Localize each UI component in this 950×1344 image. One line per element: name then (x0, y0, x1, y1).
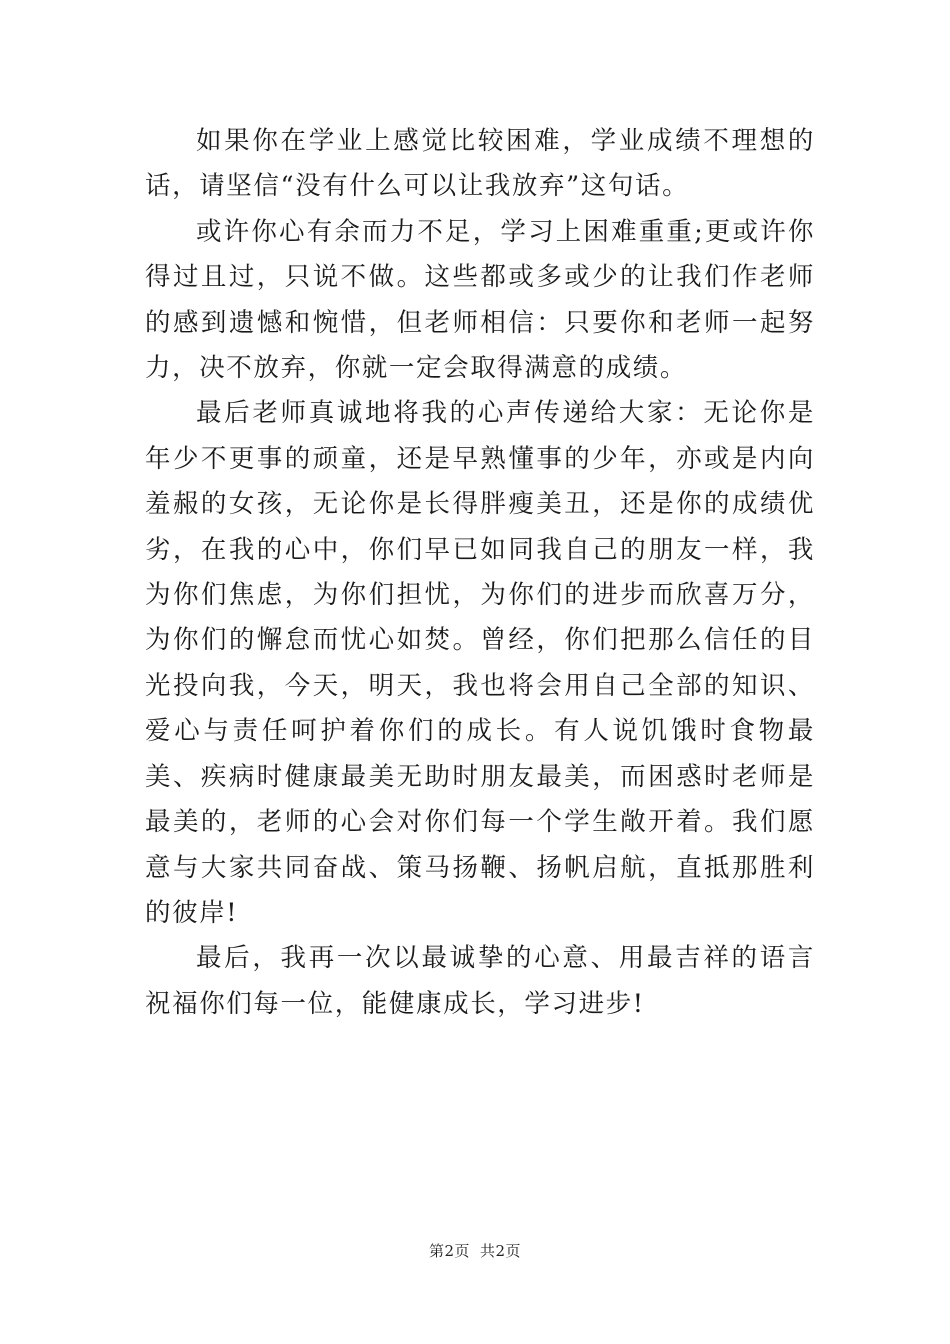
page-number: 第2页 (428, 1242, 470, 1260)
page-footer (0, 1240, 950, 1261)
paragraph-1: 如果你在学业上感觉比较困难，学业成绩不理想的话，请坚信“没有什么可以让我放弃”这句话。 (145, 126, 815, 202)
paragraph-3: 最后老师真诚地将我的心声传递给大家：无论你是年少不更事的顽童，还是早熟懂事的少年，亦或是内向羞赧的女孩，无论你是长得胖瘦美丑，还是你的成绩优劣，在我的心中，你们早已如同我自己的朋友一样，我为你们焦虑，为你们担忧，为你们的进步而欣喜万分，为你们的懈怠而忧心如焚。曾经，你们把那么信任的目光投向我，今天，明天，我也将会用自己全部的知识、爱心与责任呵护着你们的成长。有人说饥饿时食物最美、疾病时健康最美无助时朋友最美，而困惑时老师是最美的，老师的心会对你们每一个学生敞开着。我们愿意与大家共同奋战、策马扬鞭、扬帆启航，直抵那胜利的彼岸! (145, 398, 815, 928)
document-body (145, 119, 815, 1027)
paragraph-2: 或许你心有余而力不足，学习上困难重重;更或许你得过且过，只说不做。这些都或多或少的让我们作老师的感到遗憾和惋惜，但老师相信：只要你和老师一起努力，决不放弃，你就一定会取得满意的成绩。 (145, 216, 815, 384)
page-total: 共2页 (480, 1242, 522, 1260)
paragraph-4: 最后，我再一次以最诚挚的心意、用最吉祥的语言祝福你们每一位，能健康成长，学习进步! (145, 943, 815, 1019)
